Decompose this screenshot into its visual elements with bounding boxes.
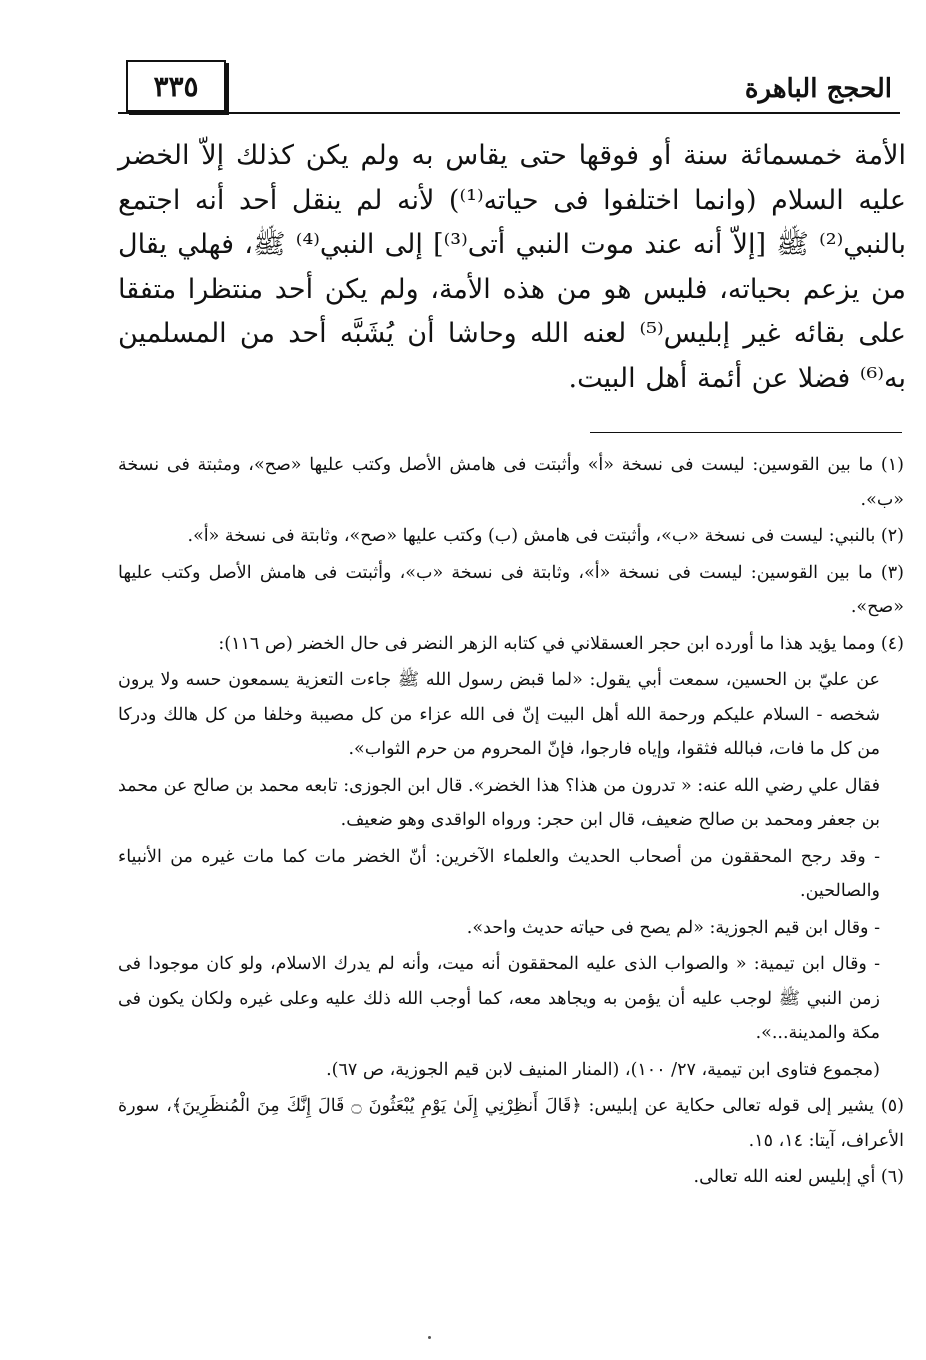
footnote-4-scholars: - وقد رجح المحققون من أصحاب الحديث والعلماء الآخرين: أنّ الخضر مات كما مات غيره من الأنبياء والصالحين. [118, 846, 880, 901]
footnote-1: (١) ما بين القوسين: ليست فى نسخة «أ» وأثبتت فى هامش الأصل وكتب عليها «صح»، ومثبتة فى نسخة «ب». [118, 455, 904, 510]
footnote-4-khidr: فقال علي رضي الله عنه: « تدرون من هذا؟ هذا الخضر». قال ابن الجوزى: تابعه محمد بن صالح عن محمد بن جعفر ومحمد بن صالح ضعيف، قال ابن حجر: ورواه الواقدى وهو ضعيف. [118, 775, 880, 830]
footnote-4-intro: (٤) ومما يؤيد هذا ما أورده ابن حجر العسقلاني في كتابه الزهر النضر فى حال الخضر (ص ١١٦): [218, 633, 904, 654]
footnote-5: (٥) يشير إلى قوله تعالى حكاية عن إبليس: ﴿قَالَ أَنظِرْنِي إِلَىٰ يَوْمِ يُبْعَثُونَ ۝ قَالَ إِنَّكَ مِنَ الْمُنظَرِينَ﴾، سورة الأعراف، آيتا: ١٤، ١٥. [118, 1096, 904, 1151]
running-title: الحجج الباهرة [744, 74, 892, 104]
page-number-box [126, 60, 226, 112]
page-number: ٣٣٥ [153, 69, 199, 103]
footnote-separator [590, 432, 902, 433]
footnote-4-references: (مجموع فتاوى ابن تيمية، ٢٧/ ١٠٠)، (المنار المنيف لابن قيم الجوزية، ص ٦٧). [326, 1059, 880, 1080]
footnote-2: (٢) بالنبي: ليست فى نسخة «ب»، وأثبتت فى هامش (ب) وكتب عليها «صح»، وثابتة فى نسخة «أ». [187, 526, 904, 546]
footnote-4-ibn-qayyim: - وقال ابن قيم الجوزية: «لم يصح فى حياته حديث واحد». [466, 917, 880, 938]
footnote-4-quote: عن عليّ بن الحسين، سمعت أبي يقول: «لما قبض رسول الله ﷺ جاءت التعزية يسمعون حسه ولا يرون شخصه - السلام عليكم ورحمة الله أهل البيت إنّ فى الله عزاء من كل مصيبة وخلفا من كل هالك ودركا من كل ما فات، فبالله فثقوا، وإياه فارجوا، فإنّ المحروم من حرم الثواب». [118, 670, 880, 759]
footnotes [118, 448, 904, 1195]
main-text [118, 134, 906, 402]
footnote-4-ibn-taymiyya: - وقال ابن تيمية: « والصواب الذى عليه المحققون أنه ميت، وأنه لم يدرك الاسلام، ولو كان موجودا فى زمن النبي ﷺ لوجب عليه أن يؤمن به ويجاهد معه، كما أوجب الله ذلك عليه وعلى غيره ولكان يكون فى مكة والمدينة...». [118, 954, 880, 1043]
scan-speck [428, 1336, 431, 1339]
main-paragraph: الأمة خمسمائة سنة أو فوقها حتى يقاس به ولم يكن كذلك إلاّ الخضر عليه السلام (وانما اختلفوا فى حياته⁽¹⁾) لأنه لم ينقل أحد أنه اجتمع بالنبي⁽²⁾ ﷺ [إلاّ أنه عند موت النبي أتى⁽³⁾] إلى النبي⁽⁴⁾ ﷺ، فهلي يقال من يزعم بحياته، فليس هو من هذه الأمة، ولم يكن أحد منتظرا متفقا على بقائه غير إبليس⁽⁵⁾ لعنه الله وحاشا أن يُشَبَّه أحد من المسلمين به⁽⁶⁾ فضلا عن أئمة أهل البيت. [118, 140, 906, 394]
header-rule [118, 112, 900, 114]
footnote-6: (٦) أي إبليس لعنه الله تعالى. [693, 1167, 904, 1187]
page-header [118, 60, 900, 122]
footnote-3: (٣) ما بين القوسين: ليست فى نسخة «أ»، وثابتة فى نسخة «ب»، وأثبتت فى هامش الأصل وكتب عليها «صح». [118, 562, 904, 617]
